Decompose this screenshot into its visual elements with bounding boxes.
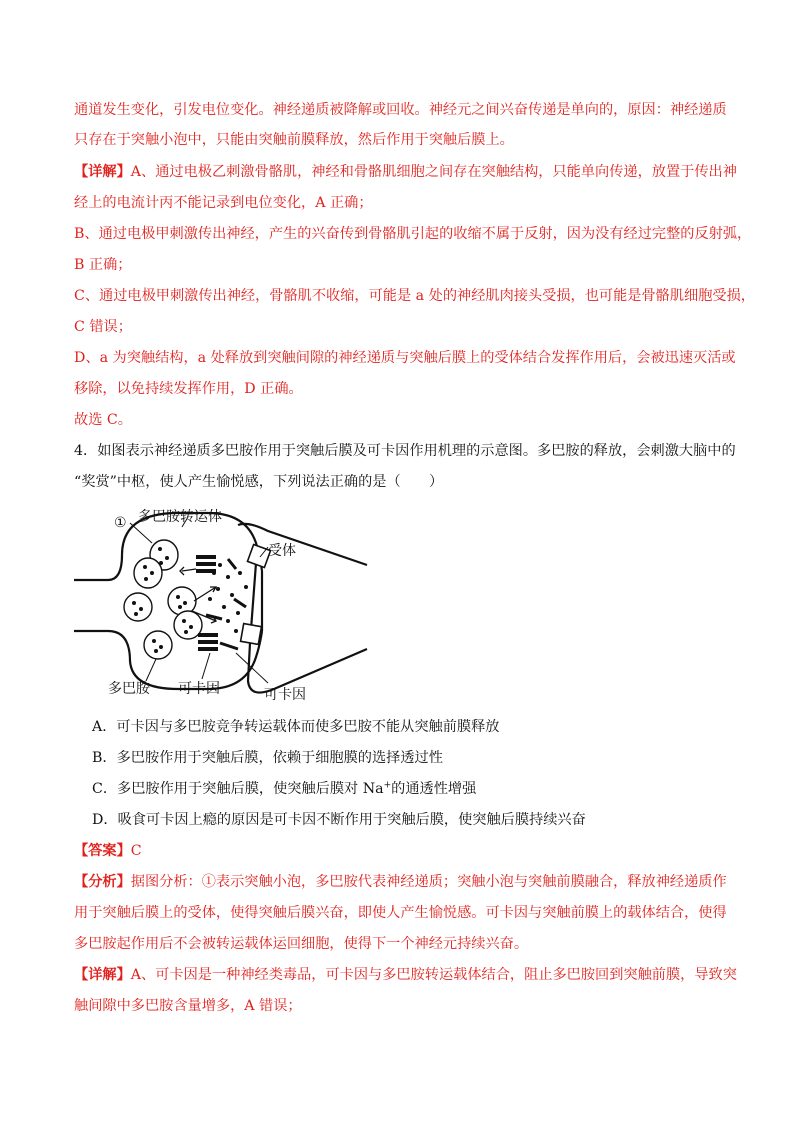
- prev-analysis-line-1: 通道发生变化，引发电位变化。神经递质被降解或回收。神经元之间兴奋传递是单向的，原因：神经递质: [74, 102, 727, 118]
- prev-detail-b-line-1: B、通过电极甲刺激传出神经，产生的兴奋传到骨骼肌引起的收缩不属于反射，因为没有经过完整的反射弧，: [74, 226, 752, 242]
- vesicle-5: [174, 611, 202, 639]
- option-d: D．吸食可卡因上瘾的原因是可卡因不断作用于突触后膜，使突触后膜持续兴奋: [92, 812, 586, 828]
- vesicle-2: [134, 558, 162, 588]
- label-cocaine-1: 可卡因: [178, 681, 220, 697]
- detail-tag-2: 【详解】: [74, 967, 131, 983]
- vesicle-6: [144, 631, 172, 659]
- detail-line-2: 触间隙中多巴胺含量增多，A 错误；: [74, 998, 302, 1014]
- prev-detail-d-line-2: 移除，以免持续发挥作用，D 正确。: [74, 381, 303, 397]
- analysis-text-1: 据图分析：①表示突触小泡，多巴胺代表神经递质；突触小泡与突触前膜融合，释放神经递质作: [130, 874, 727, 890]
- prev-detail-d-line-1: D、a 为突触结构，a 处释放到突触间隙的神经递质与突触后膜上的受体结合发挥作用后，会被迅速灭活或: [74, 350, 736, 366]
- detail-a-text: A、通过电极乙刺激骨骼肌，神经和骨骼肌细胞之间存在突触结构，只能单向传递，放置于传出神: [130, 164, 737, 180]
- analysis-line-1: [74, 872, 727, 892]
- label-cocaine-2: 可卡因: [264, 687, 306, 703]
- prev-detail-b-line-2: B 正确；: [74, 257, 132, 273]
- prev-analysis-line-2: 只存在于突触小泡中，只能由突触前膜释放，然后作用于突触后膜上。: [74, 132, 514, 148]
- vesicle-3: [124, 593, 152, 621]
- synapse-diagram: [70, 503, 370, 703]
- detail-tag: 【详解】: [74, 164, 131, 180]
- analysis-line-2: 用于突触后膜上的受体，使得突触后膜兴奋，即使人产生愉悦感。可卡因与突触前膜上的载体结合，使得: [74, 905, 727, 921]
- prev-detail-a-line-1: [74, 162, 737, 182]
- option-c: [92, 779, 720, 799]
- answer-value: C: [130, 843, 142, 859]
- analysis-line-3: 多巴胺起作用后不会被转运载体运回细胞，使得下一个神经元持续兴奋。: [74, 936, 529, 952]
- question-line-2: “奖赏”中枢，使人产生愉悦感，下列说法正确的是（ ）: [74, 474, 444, 490]
- label-dopamine: 多巴胺: [108, 681, 150, 697]
- detail-text-1: A、可卡因是一种神经类毒品，可卡因与多巴胺转运载体结合，阻止多巴胺回到突触前膜，导致突: [130, 967, 737, 983]
- option-b: B．多巴胺作用于突触后膜，依赖于细胞膜的选择透过性: [92, 750, 443, 766]
- detail-line-1: [74, 965, 737, 985]
- prev-detail-a-line-2: 经上的电流计丙不能记录到电位变化，A 正确；: [74, 195, 373, 211]
- option-a: A．可卡因与多巴胺竞争转运载体而使多巴胺不能从突触前膜释放: [92, 719, 500, 735]
- vesicle-pointer: [130, 523, 152, 543]
- prev-detail-c-line-1: C、通过电极甲刺激传出神经，骨骼肌不收缩，可能是 a 处的神经肌肉接头受损，也可能是骨骼肌细胞受损，: [74, 288, 755, 304]
- answer-tag: 【答案】: [74, 843, 131, 859]
- label-receptor: 受体: [268, 543, 296, 559]
- cocaine-pointer-1: [202, 653, 210, 679]
- label-transporter: 多巴胺转运体: [138, 509, 222, 525]
- answer-line: [74, 841, 720, 861]
- question-line-1: 4．如图表示神经递质多巴胺作用于突触后膜及可卡因作用机理的示意图。多巴胺的释放，会刺激大脑中的: [74, 443, 736, 459]
- transporters: [196, 555, 218, 651]
- option-c-text: C．多巴胺作用于突触后膜，使突触后膜对 Na: [92, 781, 384, 797]
- analysis-tag: 【分析】: [74, 874, 131, 890]
- prev-choice: 故选 C。: [74, 412, 132, 428]
- dopamine-pointer: [146, 659, 156, 681]
- option-c-superscript: +: [383, 780, 392, 791]
- option-c-text-end: 的通透性增强: [391, 781, 477, 797]
- prev-detail-c-line-2: C 错误；: [74, 319, 132, 335]
- receptor-bottom: [241, 624, 262, 645]
- label-circle-1: ①: [114, 515, 127, 531]
